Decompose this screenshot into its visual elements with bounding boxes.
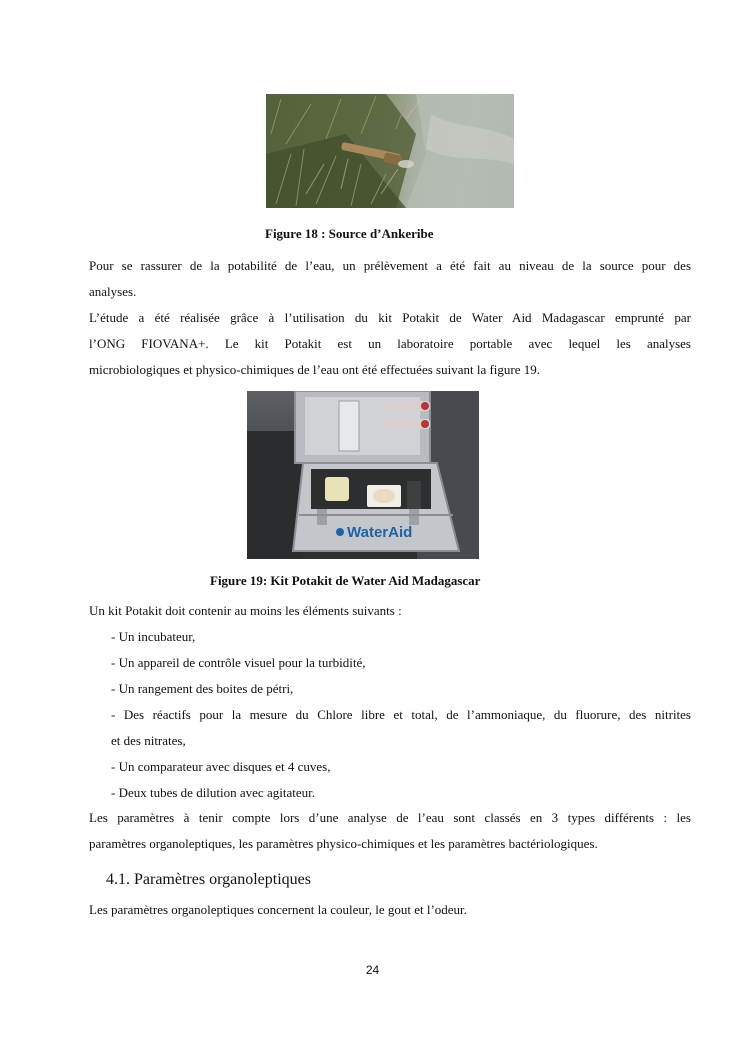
list-item: - Un rangement des boites de pétri,: [111, 681, 294, 696]
list-item: - Deux tubes de dilution avec agitateur.: [111, 785, 315, 800]
paragraph-line: Les paramètres à tenir compte lors d’une analyse de l’eau sont classés en 3 types différents : les: [89, 810, 691, 825]
paragraph-line: L’étude a été réalisée grâce à l’utilisation du kit Potakit de Water Aid Madagascar emprunté par: [89, 310, 691, 325]
page-number: 24: [365, 963, 380, 977]
paragraph-parameters: [89, 805, 691, 857]
spring-photo-illustration: [266, 94, 514, 208]
paragraph-sampling: [89, 253, 691, 383]
paragraph-line: Les paramètres organoleptiques concernent la couleur, le gout et l’odeur.: [89, 902, 467, 917]
list-item: - Des réactifs pour la mesure du Chlore libre et total, de l’ammoniaque, du fluorure, des nitrites: [111, 707, 691, 722]
paragraph-line: paramètres organoleptiques, les paramètres physico-chimiques et les paramètres bactériologiques.: [89, 836, 598, 851]
wateraid-logo-text: WaterAid: [347, 524, 413, 541]
figure-18-photo: [266, 94, 514, 208]
list-item: - Un incubateur,: [111, 629, 196, 644]
paragraph-line: Un kit Potakit doit contenir au moins les éléments suivants :: [89, 603, 402, 618]
section-heading: 4.1. Paramètres organoleptiques: [106, 871, 311, 888]
figure-19-photo: [247, 391, 479, 559]
paragraph-line: microbiologiques et physico-chimiques de l’eau ont été effectuées suivant la figure 19.: [89, 362, 541, 377]
paragraph-line: analyses.: [89, 284, 137, 299]
list-item: - Un comparateur avec disques et 4 cuves,: [111, 759, 331, 774]
list-intro: [89, 598, 691, 624]
paragraph-line: l’ONG FIOVANA+. Le kit Potakit est un laboratoire portable avec lequel les analyses: [89, 336, 691, 351]
paragraph-line: Pour se rassurer de la potabilité de l’eau, un prélèvement a été fait au niveau de la source pour des: [89, 258, 691, 273]
list-item: et des nitrates,: [111, 733, 186, 748]
figure-19-caption: Figure 19: Kit Potakit de Water Aid Madagascar: [210, 573, 481, 588]
figure-18-caption: Figure 18 : Source d’Ankeribe: [265, 226, 434, 241]
list-item: - Un appareil de contrôle visuel pour la turbidité,: [111, 655, 366, 670]
paragraph-organoleptic: [89, 897, 691, 923]
potakit-case-illustration: [247, 391, 479, 559]
